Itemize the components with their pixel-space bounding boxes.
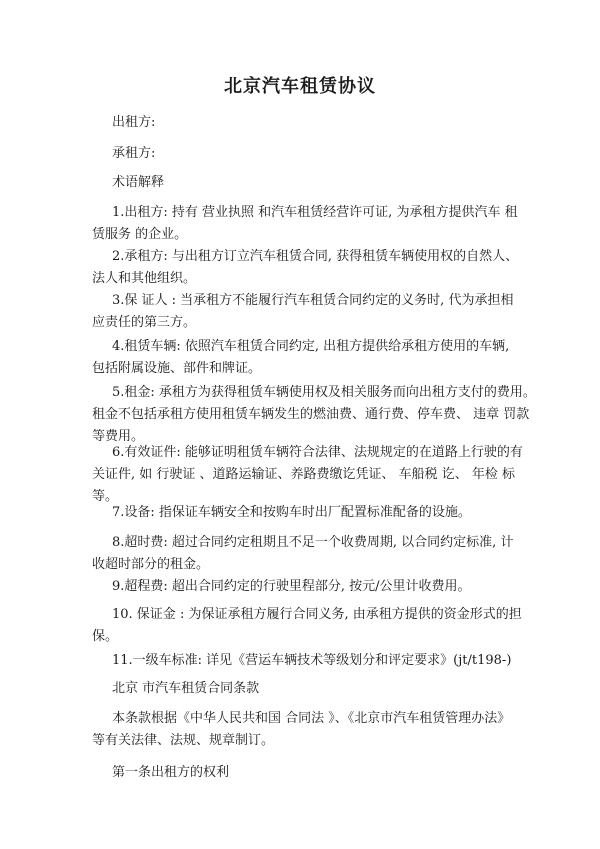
paragraph-term-10 <box>92 604 522 648</box>
paragraph-line: 收超时部分的租金。 <box>92 557 210 572</box>
paragraph-line: 包括附属设施、部件和牌证。 <box>92 361 262 376</box>
paragraph-term-4 <box>92 336 522 380</box>
paragraph-line: 4.租赁车辆: 依照汽车租赁合同约定, 出租方提供给承租方使用的车辆, <box>112 339 510 354</box>
paragraph-line: 9.超程费: 超出合同约定的行驶里程部分, 按元/公里计收费用。 <box>112 579 471 594</box>
paragraph-line: 等费用。 <box>92 429 145 444</box>
paragraph-line: 北京 市汽车租赁合同条款 <box>112 681 260 696</box>
paragraph-line: 等。 <box>92 489 119 504</box>
paragraph-line: 11.一级车标准: 详见《营运车辆技术等级划分和评定要求》(jt/t198-) <box>112 653 512 668</box>
paragraph-term-6 <box>92 442 522 508</box>
paragraph-line: 3.保 证人 : 当承租方不能履行汽车租赁合同约定的义务时, 代为承担相 <box>112 293 514 308</box>
paragraph-line: 5.租金: 承租方为获得租赁车辆使用权及相关服务而向出租方支付的费用。 <box>112 385 536 400</box>
paragraph-basis <box>92 708 522 752</box>
paragraph-term-1 <box>92 202 522 246</box>
paragraph-line: 1.出租方: 持有 营业执照 和汽车租赁经营许可证, 为承租方提供汽车 租 <box>112 205 518 220</box>
paragraph-lessor <box>92 112 522 134</box>
paragraph-line: 租金不包括承租方使用租赁车辆发生的燃油费、通行费、停车费、 违章 罚款 <box>92 407 530 422</box>
paragraph-line: 赁服务 的企业。 <box>92 227 188 242</box>
paragraph-terms-heading <box>92 172 522 194</box>
paragraph-term-2 <box>92 246 522 290</box>
paragraph-line: 8.超时费: 超过合同约定租期且不足一个收费周期, 以合同约定标准, 计 <box>112 535 514 550</box>
paragraph-line: 等有关法律、法规、规章制订。 <box>92 733 275 748</box>
paragraph-term-11 <box>92 650 522 672</box>
paragraph-line: 10. 保证金 : 为保证承租方履行合同义务, 由承租方提供的资金形式的担 <box>112 607 522 622</box>
paragraph-lessee <box>92 143 522 165</box>
paragraph-line: 2.承租方: 与出租方订立汽车租赁合同, 获得租赁车辆使用权的自然人、 <box>112 249 519 264</box>
paragraph-term-5 <box>92 382 536 448</box>
paragraph-term-9 <box>92 576 522 598</box>
paragraph-line: 法人和其他组织。 <box>92 271 197 286</box>
paragraph-term-7 <box>92 502 522 524</box>
paragraph-line: 保。 <box>92 629 119 644</box>
paragraph-line: 7.设备: 指保证车辆安全和按购车时出厂配置标准配备的设施。 <box>112 505 471 520</box>
paragraph-clauses-heading <box>92 678 522 700</box>
paragraph-line: 6.有效证件: 能够证明租赁车辆符合法律、法规规定的在道路上行驶的有 <box>112 445 523 460</box>
paragraph-line: 第一条出租方的权利 <box>112 765 230 780</box>
paragraph-term-3 <box>92 290 522 334</box>
paragraph-line: 承租方: <box>112 146 156 161</box>
paragraph-term-8 <box>92 532 522 576</box>
paragraph-line: 本条款根据《中华人民共和国 合同法 》、《北京市汽车租赁管理办法》 <box>112 711 511 726</box>
paragraph-line: 关证件, 如 行驶证 、道路运输证、养路费缴讫凭证、 车船税 讫、 年检 标 <box>92 467 516 482</box>
document-title: 北京汽车租赁协议 <box>224 76 376 97</box>
paragraph-line: 术语解释 <box>112 175 165 190</box>
paragraph-line: 出租方: <box>112 115 156 130</box>
paragraph-line: 应责任的第三方。 <box>92 315 197 330</box>
paragraph-article-1 <box>92 762 522 784</box>
